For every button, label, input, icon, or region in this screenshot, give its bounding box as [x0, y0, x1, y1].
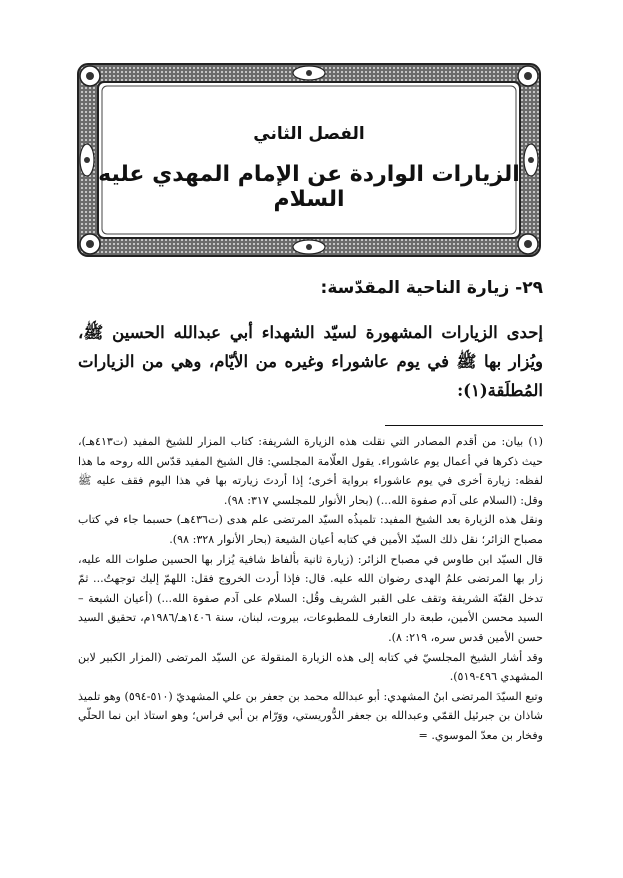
footnote-paragraph: (١) بيان: من أقدم المصادر التي نقلت هذه الزيارة الشريفة: كتاب المزار للشيخ المفيد (ت٤١٣هـ)، حيث ذكرها في أعمال يوم عاشوراء. يقول العلّامة المجلسي: قال الشيخ المفيد قدّس الله روحه ما هذا لفظه: زيارة أخرى في يوم عاشوراء برواية أخرى؛ إذا أردتَ زيارته بها في هذا اليوم فقف عليه ﷺ وقل: (السلام على آدم صفوة الله...) (بحار الأنوار للمجلسي ٣١٧: ٩٨). [78, 435, 543, 507]
footnote-divider [385, 425, 543, 426]
chapter-main-title: الزيارات الواردة عن الإمام المهدي عليه السلام [98, 162, 520, 212]
section-body: إحدى الزيارات المشهورة لسيّد الشهداء أبي عبدالله الحسين ﷺ، ويُزار بها ﷺ في يوم عاشوراء وغيره من الأيّام، وهي من الزيارات المُطلَقة(١): [78, 323, 543, 400]
footnotes [78, 432, 543, 746]
footnote-paragraph: وتبع السيّدَ المرتضى ابنُ المشهدي: أبو عبدالله محمد بن جعفر بن علي المشهديّ (٥١٠-٥٩٤) وهو تلميذ شاذان بن جبرئيل القمّي وعبدالله بن جعفر الدُّوريستي، ووَرّام بن أبي فراس؛ وهو استاذ ابن نما الحلّي وفخار بن معدّ الموسوي. = [78, 689, 543, 742]
footnote-paragraph: قال السيّد ابن طاوس في مصباح الزائر: (زيارة ثانية بألفاظ شافية يُزار بها الحسين صلوات الله عليه، زار بها المرتضى علمُ الهدى رضوان الله عليه. قال: فإذا أردت الخروج فقل: اللهمّ إليك توجهتُ... ثمّ تدخل القبّة الشريفة وتقف على القبر الشريف وقُل: السلام على آدم صفوة الله...) (أعيان الشيعة – السيد محسن الأمين، طبعة دار التعارف للمطبوعات، بيروت، لبنان، سنة ١٤٠٦هـ/١٩٨٦م، تحقيق السيد حسن الأمين قدس سره، ٢١٩: ٨). [78, 552, 543, 644]
footnote-paragraph: وقد أشار الشيخ المجلسيّ في كتابه إلى هذه الزيارة المنقولة عن السيّد المرتضى (المزار الكبير لابن المشهدي ٤٩٦-٥١٩). [78, 650, 543, 684]
section-heading: ٢٩- زيارة الناحية المقدّسة: [320, 278, 543, 298]
ornamental-frame [76, 62, 542, 258]
frame-border-icon [76, 62, 542, 258]
footnote-paragraph: ونقل هذه الزيارة بعد الشيخ المفيد: تلميذُه السيّد المرتضى علم هدى (ت٤٣٦هـ) حسبما جاء في كتاب مصباح الزائر؛ نقل ذلك السيّد الأمين في كتابه أعيان الشيعة (بحار الأنوار ٣٢٨: ٩٨). [78, 513, 543, 546]
chapter-title: الفصل الثاني [253, 124, 365, 144]
